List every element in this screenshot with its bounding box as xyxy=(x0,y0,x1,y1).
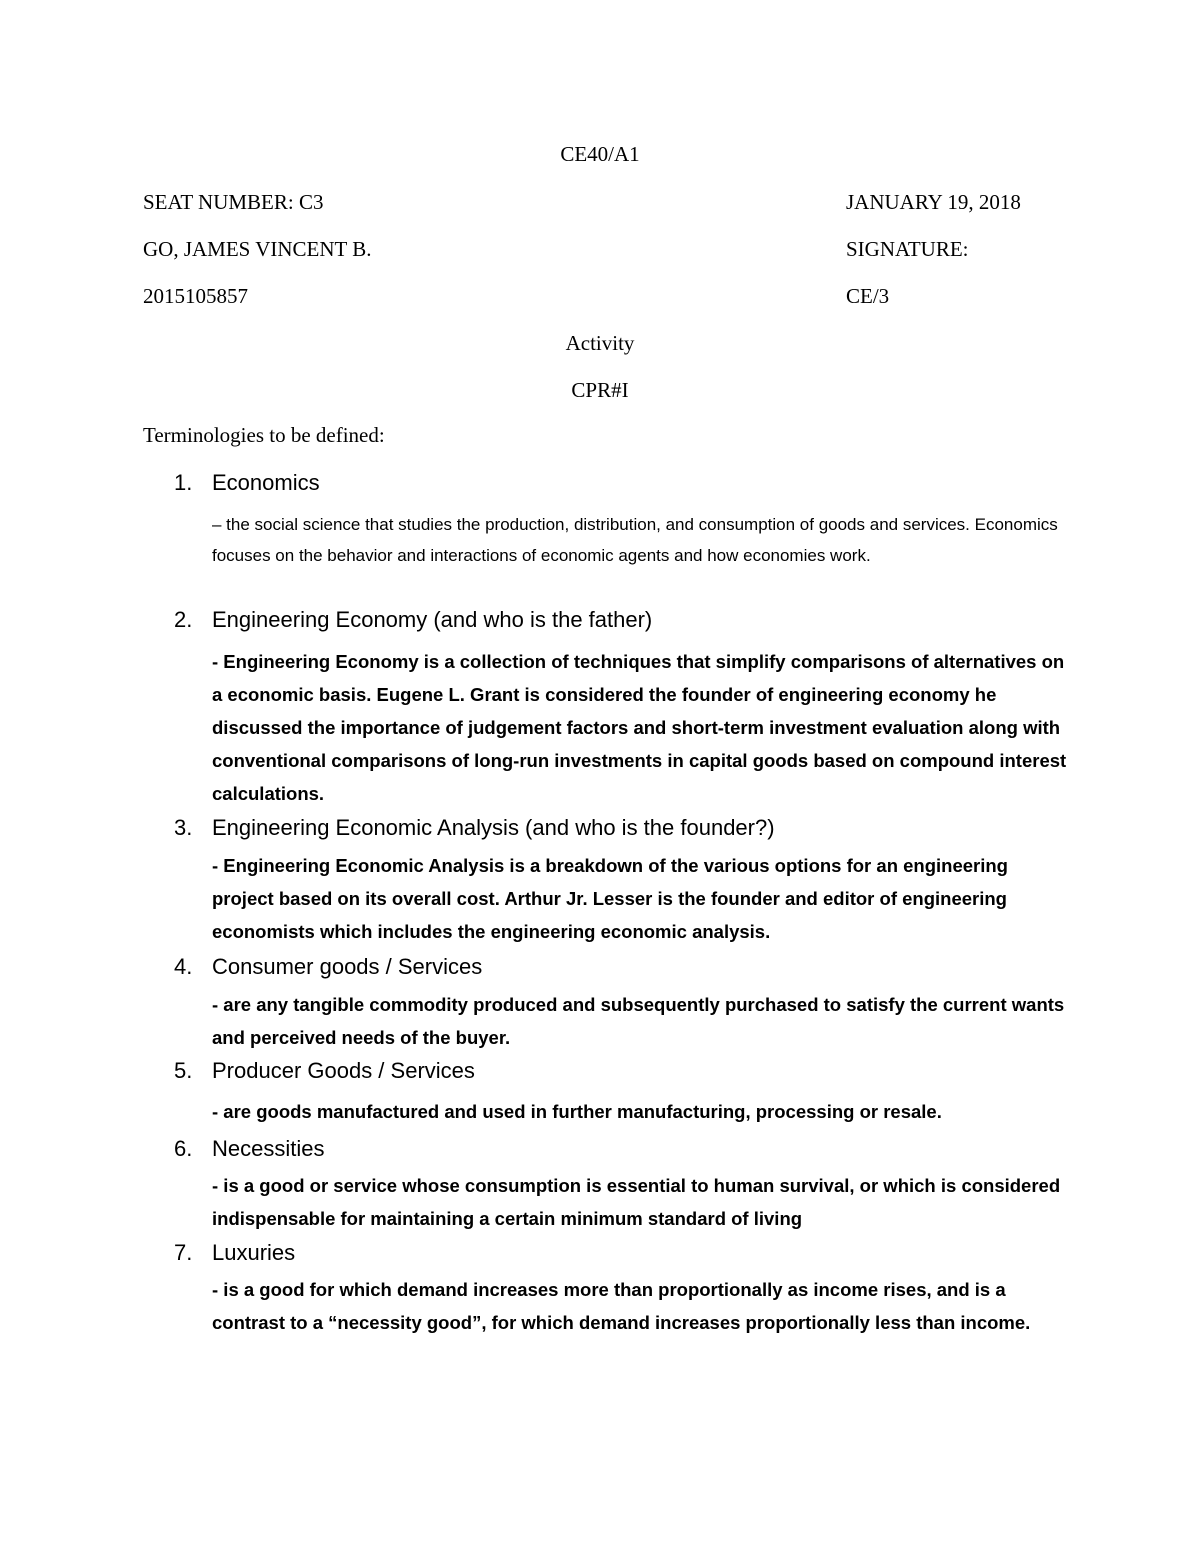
term-definition: - is a good for which demand increases more than proportionally as income rises, and is a contrast to a “necessity good”, for which demand increases proportionally less than income. xyxy=(212,1279,1031,1333)
term-definition: – the social science that studies the production, distribution, and consumption of goods and services. Economics focuses on the behavior and interactions of economic agents and how economies work. xyxy=(212,515,1058,565)
term-definition: - Engineering Economic Analysis is a breakdown of the various options for an engineering project based on its overall cost. Arthur Jr. Lesser is the founder and editor of engineering economists which includes the engineering economic analysis. xyxy=(212,855,1008,942)
seat-number: SEAT NUMBER: C3 xyxy=(143,190,324,214)
term-definition: - Engineering Economy is a collection of techniques that simplify comparisons of alternatives on a economic basis. Eugene L. Grant is considered the founder of engineering economy he discussed the importance of judgement factors and short-term investment evaluation along with conventional comparisons of long-run investments in capital goods based on compound interest calculations. xyxy=(212,651,1067,804)
term-title: Producer Goods / Services xyxy=(212,1058,475,1083)
term-number: 2. xyxy=(174,607,193,632)
activity-title: Activity xyxy=(565,331,635,355)
term-number: 7. xyxy=(174,1240,193,1265)
term-number: 6. xyxy=(174,1136,193,1161)
term-number: 4. xyxy=(174,954,193,979)
term-title: Engineering Economic Analysis (and who is the founder?) xyxy=(212,815,775,840)
term-number: 1. xyxy=(174,470,193,495)
signature-label: SIGNATURE: xyxy=(846,237,969,261)
term-title: Engineering Economy (and who is the father) xyxy=(212,607,653,632)
term-number: 3. xyxy=(174,815,193,840)
term-number: 5. xyxy=(174,1058,193,1083)
student-id: 2015105857 xyxy=(143,284,248,308)
term-title: Consumer goods / Services xyxy=(212,954,483,979)
term-definition: - are goods manufactured and used in further manufacturing, processing or resale. xyxy=(212,1101,942,1122)
term-definition: - are any tangible commodity produced and subsequently purchased to satisfy the current wants and perceived needs of the buyer. xyxy=(212,994,1065,1048)
term-title: Necessities xyxy=(212,1136,325,1161)
term-definition: - is a good or service whose consumption is essential to human survival, or which is considered indispensable for maintaining a certain minimum standard of living xyxy=(212,1175,1061,1229)
course-code: CE40/A1 xyxy=(560,142,640,166)
term-title: Economics xyxy=(212,470,320,495)
term-title: Luxuries xyxy=(212,1240,296,1265)
date: JANUARY 19, 2018 xyxy=(846,190,1021,214)
intro-text: Terminologies to be defined: xyxy=(143,423,385,447)
cpr-label: CPR#I xyxy=(571,378,629,402)
section: CE/3 xyxy=(846,284,890,308)
student-name: GO, JAMES VINCENT B. xyxy=(143,237,372,261)
